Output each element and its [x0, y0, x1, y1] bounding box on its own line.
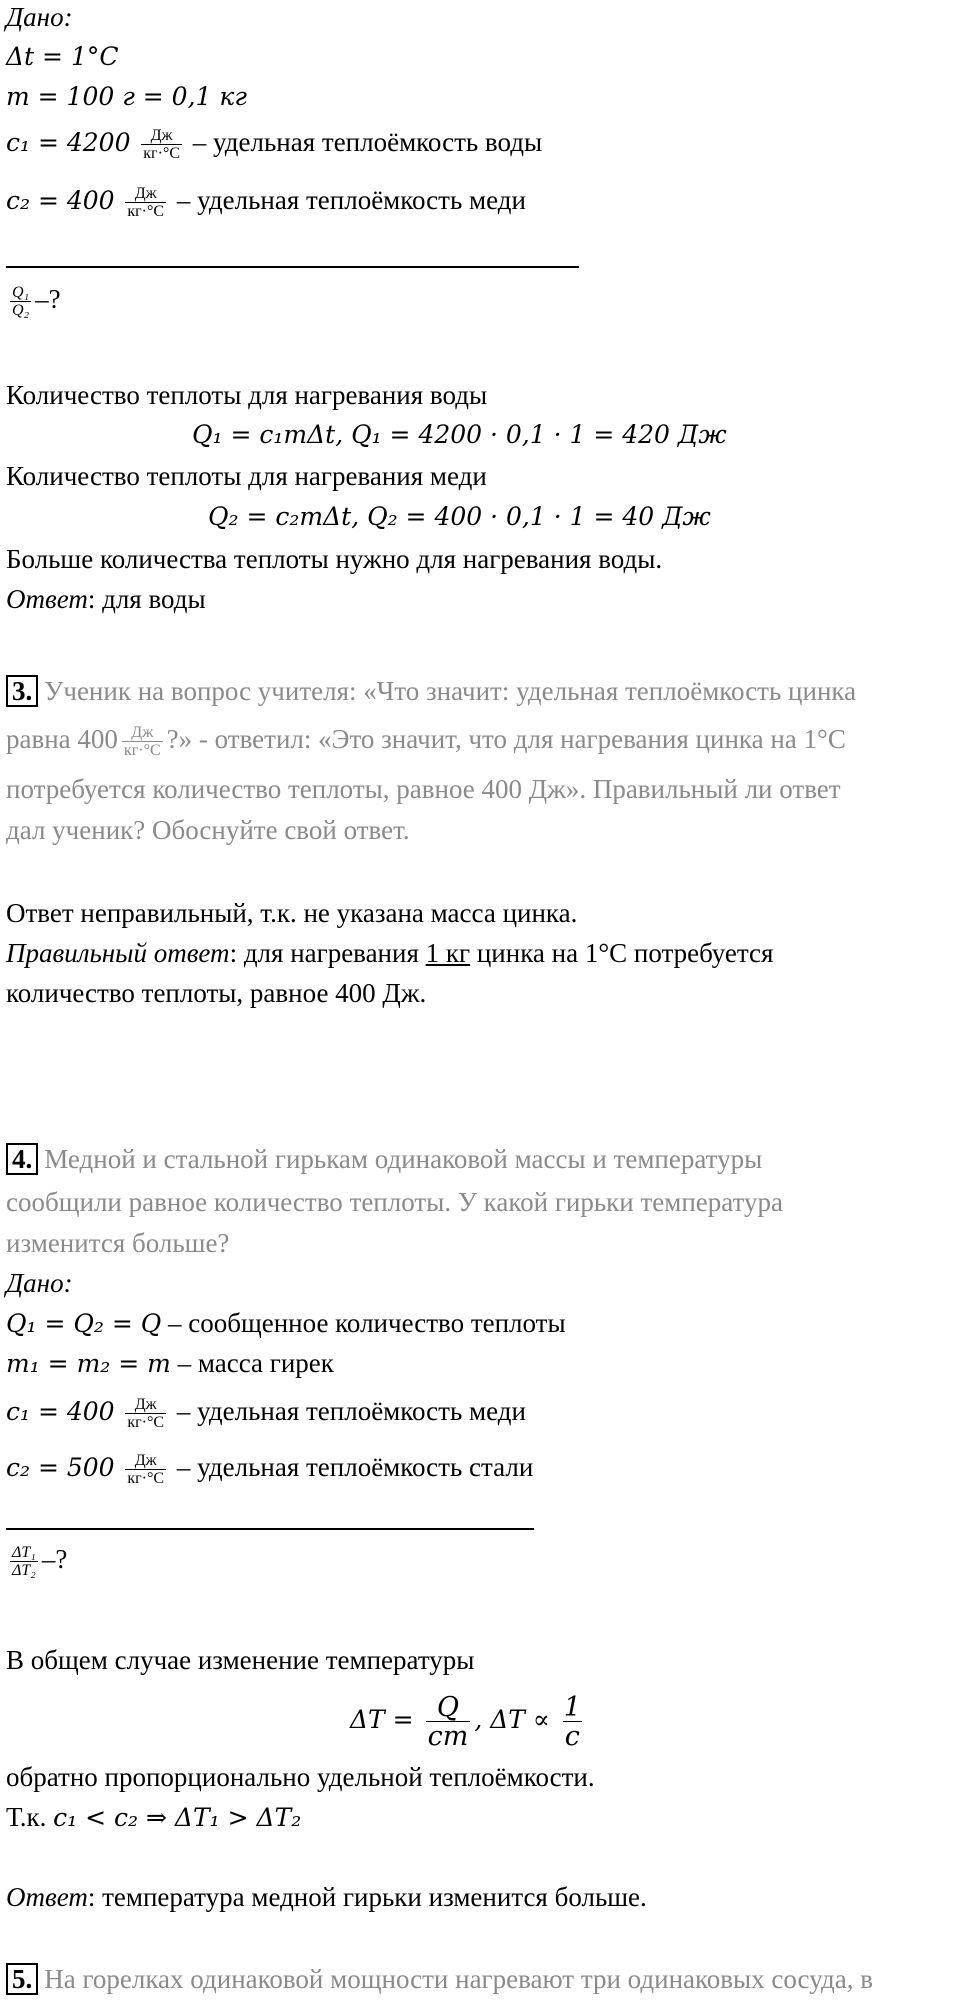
- since-line: Т.к. c₁ < c₂ ⇒ ΔT₁ > ΔT₂: [6, 1802, 302, 1832]
- question-4-line2: сообщили равное количество теплоты. У какой гирьки температура: [6, 1187, 783, 1217]
- heat-copper-formula: Q₂ = c₂mΔt, Q₂ = 400 · 0,1 · 1 = 40 Дж: [208, 502, 711, 531]
- question-number-5: 5.: [6, 1963, 38, 1995]
- given-mass: m = 100 г = 0,1 кг: [6, 82, 247, 111]
- heat-copper-text: Количество теплоты для нагревания меди: [6, 461, 487, 491]
- question-number-4: 4.: [6, 1143, 38, 1175]
- question-3-line4: дал ученик? Обоснуйте свой ответ.: [6, 815, 410, 845]
- given-c2: c₂ = 400 $\frac{Дж}{кг\cdot^\circ C}$ – удельная теплоёмкость меди: [6, 184, 526, 220]
- temperature-formula: ΔT = $\frac{Q}{cm}$ , ΔT ∝ $\frac{1}{c}$: [350, 1691, 581, 1752]
- given-divider: [6, 266, 579, 268]
- find-ratio-4: $\frac{\text{ΔT₁}}{\text{ΔT₂}}$ –?: [12, 1543, 68, 1579]
- given-c1-4: c₁ = 400 $\frac{Дж}{кг\cdot^\circ C}$ – удельная теплоёмкость меди: [6, 1395, 526, 1431]
- question-5-line1: 5. На горелках одинаковой мощности нагревают три одинаковых сосуда, в: [6, 1962, 873, 1996]
- question-4-line3: изменится больше?: [6, 1228, 230, 1258]
- inverse-text: обратно пропорционально удельной теплоёмкости.: [6, 1762, 595, 1792]
- unit-fraction: $\frac{Дж}{кг\cdot^\circ C}$: [143, 126, 180, 162]
- answer-3-line2: Правильный ответ: для нагревания 1 кг цинка на 1°C потребуется: [6, 938, 774, 968]
- given-c1: c₁ = 4200 $\frac{Дж}{кг\cdot^\circ C}$ – удельная теплоёмкость воды: [6, 126, 543, 162]
- given-c2-4: c₂ = 500 $\frac{Дж}{кг\cdot^\circ C}$ – удельная теплоёмкость стали: [6, 1451, 534, 1487]
- general-text: В общем случае изменение температуры: [6, 1645, 475, 1675]
- question-3-line3: потребуется количество теплоты, равное 400 Дж». Правильный ли ответ: [6, 774, 841, 804]
- unit-fraction: $\frac{Дж}{кг\cdot^\circ C}$: [127, 1451, 165, 1487]
- given-label: Дано:: [6, 2, 73, 32]
- find-ratio: $\frac{\text{Q₁}}{\text{Q₂}}$ –?: [12, 283, 61, 319]
- given-label-4: Дано:: [6, 1268, 73, 1298]
- given-dt: Δt = 1°C: [6, 42, 119, 71]
- given-divider-4: [6, 1528, 534, 1530]
- given-q: Q₁ = Q₂ = Q – сообщенное количество теплоты: [6, 1308, 566, 1338]
- conclusion-text: Больше количества теплоты нужно для нагревания воды.: [6, 544, 663, 574]
- unit-fraction: $\frac{Дж}{кг\cdot^\circ C}$: [127, 184, 165, 220]
- unit-fraction: $\frac{Дж}{кг\cdot^\circ C}$: [123, 723, 161, 759]
- unit-fraction: $\frac{Дж}{кг\cdot^\circ C}$: [127, 1395, 165, 1431]
- question-3-line1: 3. Ученик на вопрос учителя: «Что значит: удельная теплоёмкость цинка: [6, 674, 856, 708]
- question-3-line2: равна 400 $\frac{Дж}{кг\cdot^\circ C}$ ?» - ответил: «Это значит, что для нагревания цинка на 1°C: [6, 723, 846, 759]
- answer-line-4: Ответ: температура медной гирьки изменится больше.: [6, 1882, 647, 1912]
- question-number-3: 3.: [6, 675, 38, 707]
- heat-water-text: Количество теплоты для нагревания воды: [6, 380, 488, 410]
- heat-water-formula: Q₁ = c₁mΔt, Q₁ = 4200 · 0,1 · 1 = 420 Дж: [192, 420, 727, 449]
- answer-line: Ответ: для воды: [6, 584, 206, 614]
- given-m: m₁ = m₂ = m – масса гирек: [6, 1348, 334, 1378]
- answer-3-line3: количество теплоты, равное 400 Дж.: [6, 978, 427, 1008]
- answer-3-line1: Ответ неправильный, т.к. не указана масса цинка.: [6, 898, 578, 928]
- question-4-line1: 4. Медной и стальной гирькам одинаковой массы и температуры: [6, 1142, 762, 1176]
